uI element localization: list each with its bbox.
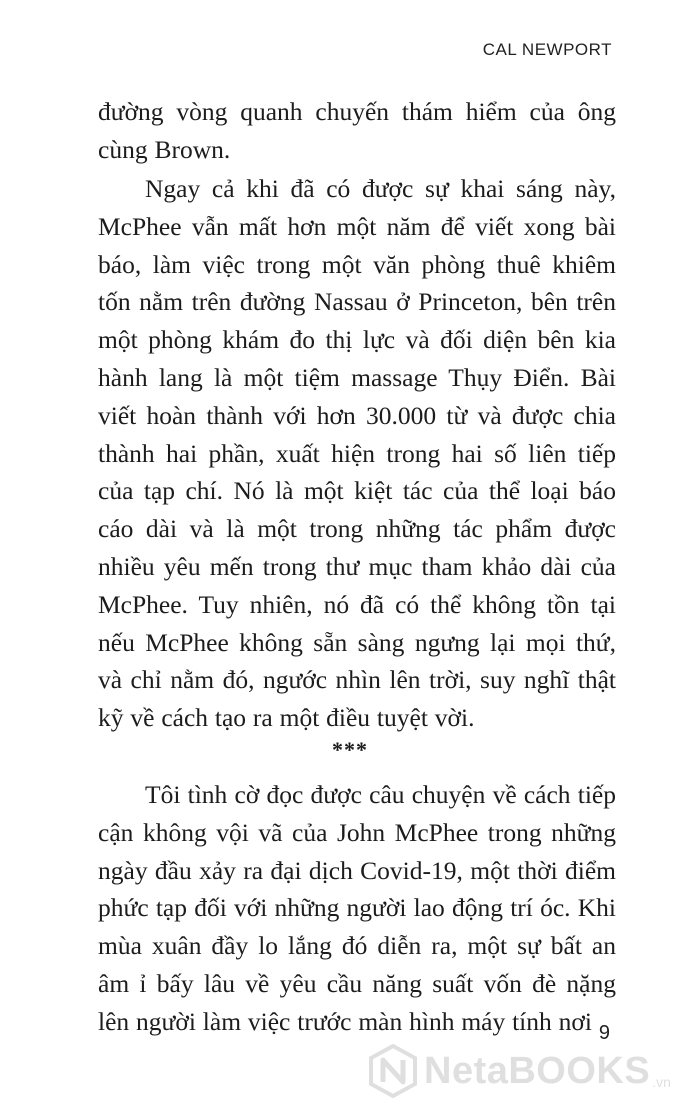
paragraph: Tôi tình cờ đọc được câu chuyện về cách tiếp cận không vội vã của John McPhee trong những ngày đầu xảy ra đại dịch Covid-19, một thời điểm phức tạp đối với những người lao động trí óc. Khi mùa xuân đầy lo lắng đó diễn ra, một sự bất an âm ỉ bấy lâu về yêu cầu năng suất vốn đè nặng lên người làm việc trước màn hình máy tính nơi — [98, 780, 616, 1036]
watermark-suffix: .vn — [652, 1074, 671, 1090]
paragraph-continued: đường vòng quanh chuyến thám hiểm của ông cùng Brown. — [98, 97, 616, 164]
watermark-brand: NetaBOOKS — [424, 1049, 651, 1092]
paragraph: Ngay cả khi đã có được sự khai sáng này, McPhee vẫn mất hơn một năm để viết xong bài báo, làm việc trong một văn phòng thuê khiêm tốn nằm trên đường Nassau ở Princeton, bên trên một phòng khám đo thị lực và đối diện bên kia hành lang là một tiệm massage Thụy Điển. Bài viết hoàn thành với hơn 30.000 từ và được chia thành hai phần, xuất hiện trong hai số liên tiếp của tạp chí. Nó là một kiệt tác của thể loại báo cáo dài và là một trong những tác phẩm được nhiều yêu mến trong thư mục tham khảo dài của McPhee. Tuy nhiên, nó đã có thể không tồn tại nếu McPhee không sẵn sàng ngưng lại mọi thứ, và chỉ nằm đó, ngước nhìn lên trời, suy nghĩ thật kỹ về cách tạo ra một điều tuyệt vời. — [98, 174, 616, 733]
page-number: 9 — [598, 1022, 610, 1044]
watermark — [368, 1044, 671, 1098]
running-head: CAL NEWPORT — [482, 40, 612, 59]
netabooks-logo-icon — [368, 1044, 418, 1098]
section-break: *** — [332, 737, 368, 762]
